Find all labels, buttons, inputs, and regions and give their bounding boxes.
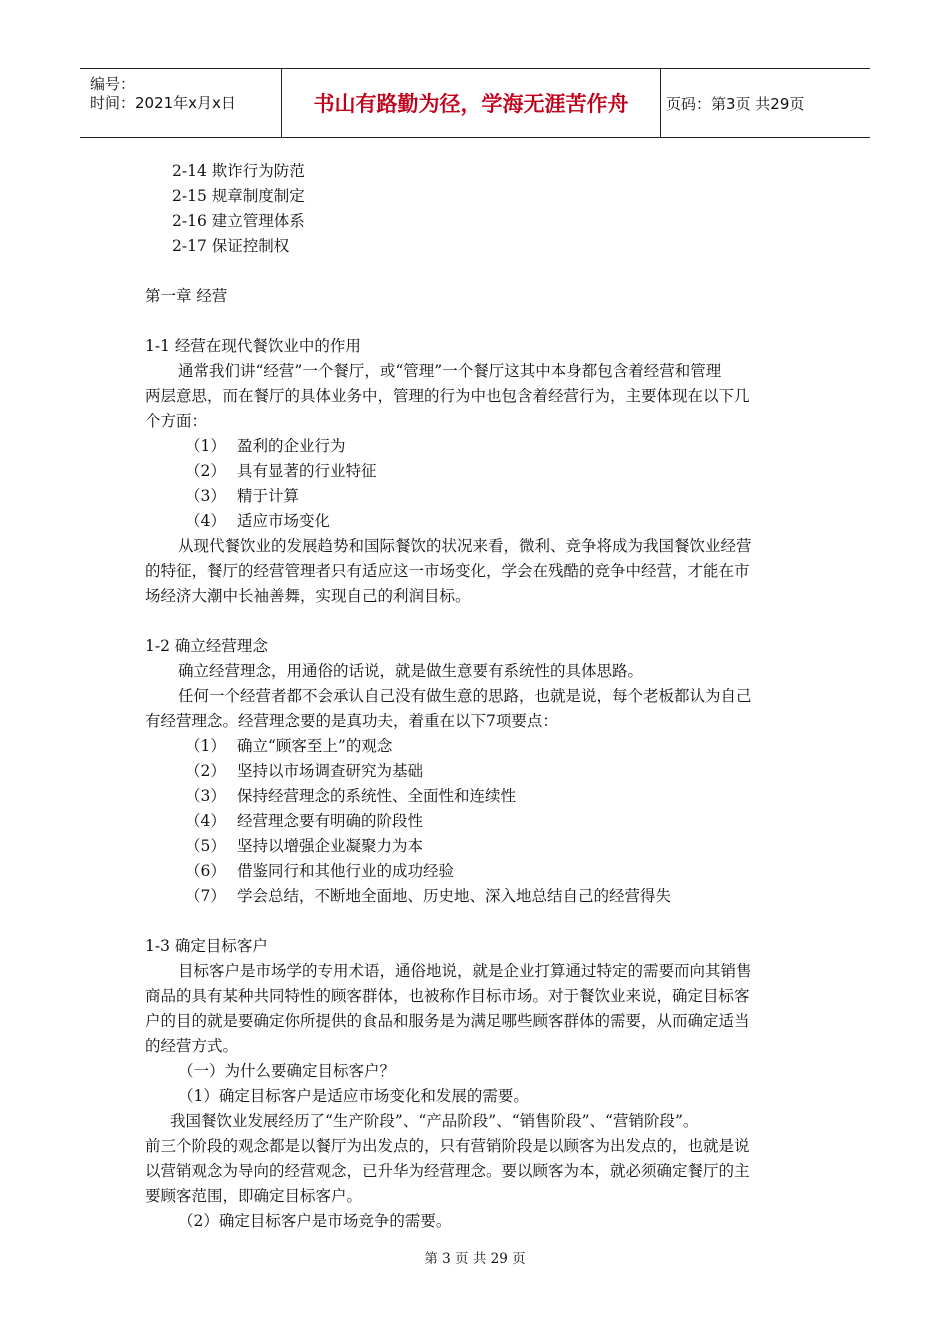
paragraph-line: 两层意思，而在餐厅的具体业务中，管理的行为中也包含着经营行为，主要体现在以下几 [145, 387, 750, 405]
list-item [185, 759, 423, 784]
list-number: （4） [185, 512, 226, 530]
list-text: 保持经营理念的系统性、全面性和连续性 [237, 787, 517, 805]
reason-line: （2）确定目标客户是市场竞争的需要。 [178, 1212, 452, 1230]
chapter-title: 第一章 经营 [145, 287, 228, 305]
paragraph-line: 个方面： [145, 412, 208, 430]
paragraph-line: 目标客户是市场学的专用术语，通俗地说，就是企业打算通过特定的需要而向其销售 [178, 962, 752, 980]
paragraph-line: 通常我们讲“经营”一个餐厅，或“管理”一个餐厅这其中本身都包含着经营和管理 [178, 362, 722, 380]
paragraph-line: 任何一个经营者都不会承认自己没有做生意的思路，也就是说，每个老板都认为自己 [178, 687, 752, 705]
section-heading: 1-2 确立经营理念 [145, 637, 268, 655]
doc-date-label: 时间：2021年x月x日 [90, 94, 236, 112]
list-number: （2） [185, 462, 226, 480]
list-number: （1） [185, 737, 226, 755]
list-text: 借鉴同行和其他行业的成功经验 [237, 862, 455, 880]
paragraph-line: 场经济大潮中长袖善舞，实现自己的利润目标。 [145, 587, 471, 605]
list-item [185, 859, 454, 884]
page-header [80, 68, 870, 138]
toc-item: 2-16 建立管理体系 [172, 212, 305, 230]
list-number: （5） [185, 837, 226, 855]
paragraph-line: 前三个阶段的观念都是以餐厅为出发点的，只有营销阶段是以顾客为出发点的，也就是说 [145, 1137, 750, 1155]
list-item [185, 459, 377, 484]
header-motto: 书山有路勤为径，学海无涯苦作舟 [282, 69, 661, 137]
toc-item: 2-15 规章制度制定 [172, 187, 305, 205]
section-heading: 1-1 经营在现代餐饮业中的作用 [145, 337, 361, 355]
toc-item: 2-17 保证控制权 [172, 237, 290, 255]
list-item [185, 734, 392, 759]
reason-line: （1）确定目标客户是适应市场变化和发展的需要。 [178, 1087, 529, 1105]
list-text: 盈利的企业行为 [237, 437, 346, 455]
list-item [185, 834, 423, 859]
header-page-label: 页码：第3页 共29页 [666, 94, 805, 113]
paragraph-line: 的经营方式。 [145, 1037, 239, 1055]
paragraph-line: 户的目的就是要确定你所提供的食品和服务是为满足哪些顾客群体的需要，从而确定适当 [145, 1012, 750, 1030]
doc-number-label: 编号： [90, 75, 136, 93]
paragraph-line: 我国餐饮业发展经历了“生产阶段”、“产品阶段”、“销售阶段”、“营销阶段”。 [170, 1112, 699, 1130]
paragraph-line: 的特征，餐厅的经营管理者只有适应这一市场变化，学会在残酷的竞争中经营，才能在市 [145, 562, 750, 580]
list-text: 确立“顾客至上”的观念 [237, 737, 393, 755]
list-text: 经营理念要有明确的阶段性 [237, 812, 424, 830]
list-text: 具有显著的行业特征 [237, 462, 377, 480]
list-item [185, 509, 330, 534]
list-number: （6） [185, 862, 226, 880]
paragraph-line: 商品的具有某种共同特性的顾客群体，也被称作目标市场。对于餐饮业来说，确定目标客 [145, 987, 750, 1005]
list-number: （1） [185, 437, 226, 455]
list-item [185, 434, 346, 459]
list-number: （3） [185, 787, 226, 805]
list-item [185, 484, 299, 509]
question-line: （一）为什么要确定目标客户？ [178, 1062, 396, 1080]
paragraph-line: 有经营理念。经营理念要的是真功夫，着重在以下7项要点： [145, 712, 558, 730]
list-text: 坚持以增强企业凝聚力为本 [237, 837, 424, 855]
page-footer: 第 3 页 共 29 页 [424, 1251, 526, 1267]
section-heading: 1-3 确定目标客户 [145, 937, 268, 955]
list-item [185, 784, 516, 809]
paragraph-line: 从现代餐饮业的发展趋势和国际餐饮的状况来看，微利、竞争将成为我国餐饮业经营 [178, 537, 752, 555]
list-number: （7） [185, 887, 226, 905]
list-text: 学会总结，不断地全面地、历史地、深入地总结自己的经营得失 [237, 887, 672, 905]
paragraph-line: 以营销观念为导向的经营观念，已升华为经营理念。要以顾客为本，就必须确定餐厅的主 [145, 1162, 750, 1180]
list-item [185, 884, 671, 909]
paragraph-line: 确立经营理念，用通俗的话说，就是做生意要有系统性的具体思路。 [178, 662, 644, 680]
header-meta [80, 69, 282, 137]
list-number: （3） [185, 487, 226, 505]
list-number: （2） [185, 762, 226, 780]
list-number: （4） [185, 812, 226, 830]
list-text: 坚持以市场调查研究为基础 [237, 762, 424, 780]
list-text: 适应市场变化 [237, 512, 331, 530]
list-item [185, 809, 423, 834]
paragraph-line: 要顾客范围，即确定目标客户。 [145, 1187, 363, 1205]
toc-item: 2-14 欺诈行为防范 [172, 162, 305, 180]
list-text: 精于计算 [237, 487, 300, 505]
